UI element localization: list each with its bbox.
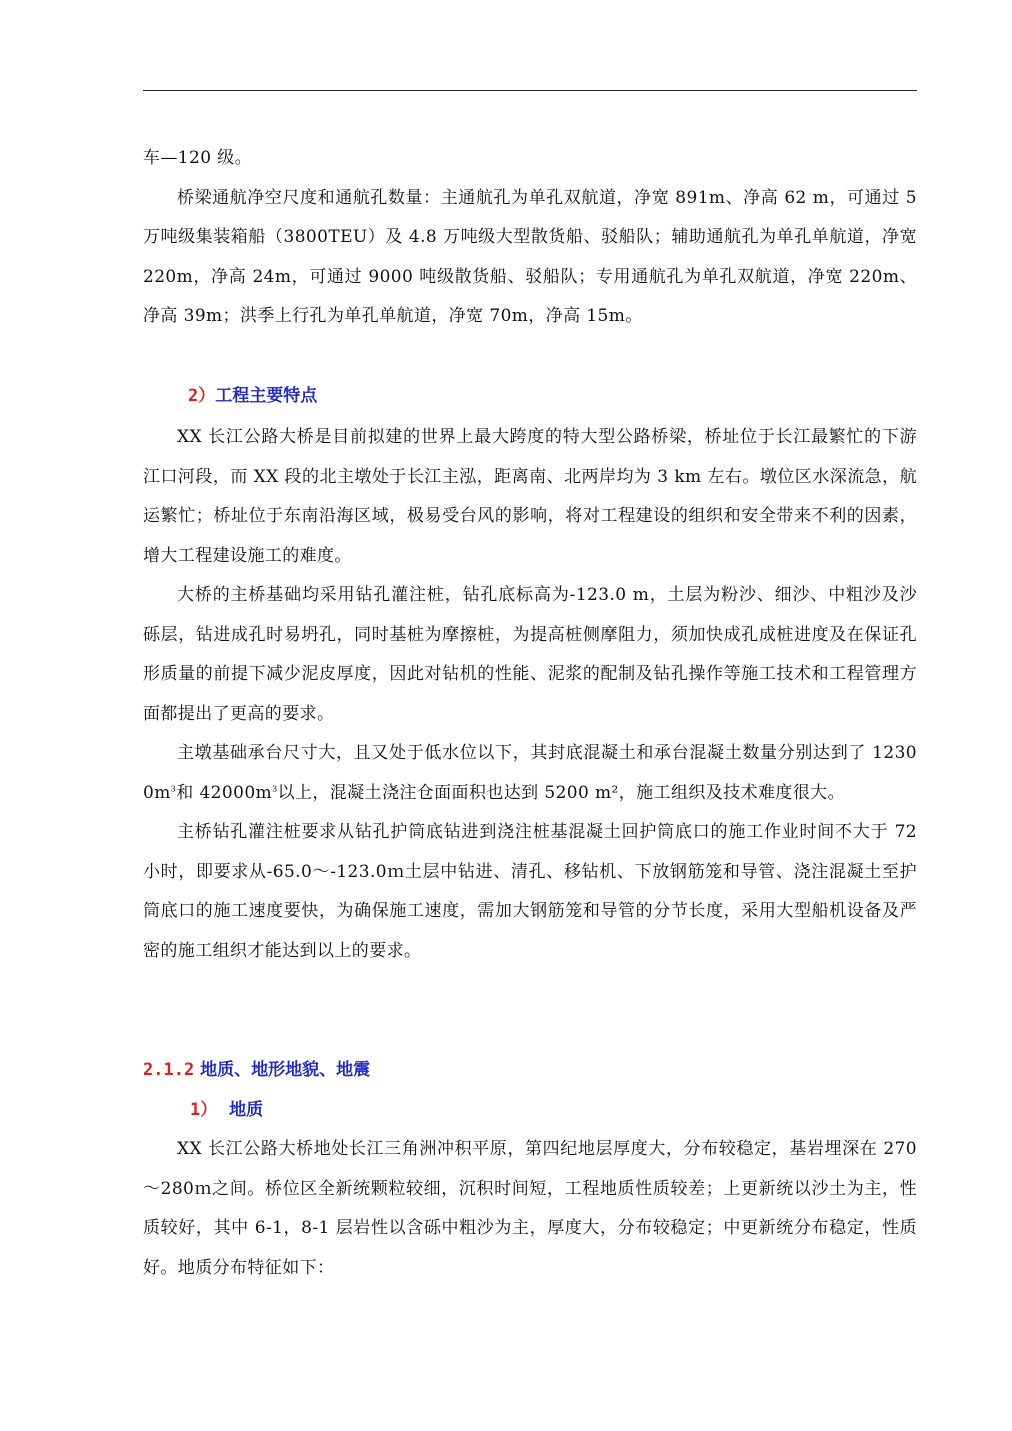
intro-block [143,139,917,337]
features-paragraph-2: 大桥的主桥基础均采用钻孔灌注桩，钻孔底标高为-123.0 m，土层为粉沙、细沙、中粗沙及沙砾层，钻进成孔时易坍孔，同时基桩为摩擦桩，为提高桩侧摩阻力，须加快成孔成桩进度及在保证孔形质量的前提下减少泥皮厚度，因此对钻机的性能、泥浆的配制及钻孔操作等施工技术和工程管理方面都提出了更高的要求。 [143,585,917,724]
section-number: 2.1.2 [143,1060,195,1080]
navigation-paragraph: 桥梁通航净空尺度和通航孔数量：主通航孔为单孔双航道，净宽 891m、净高 62 m，可通过 5 万吨级集装箱船（3800TEU）及 4.8 万吨级大型散货船、驳船队；辅助通航孔为单孔单航道，净宽 220m，净高 24m，可通过 9000 吨级散货船、驳船队；专用通航孔为单孔双航道，净宽 220m、净高 39m；洪季上行孔为单孔单航道，净宽 70m，净高 15m。 [143,187,917,326]
features-paragraph-4: 主桥钻孔灌注桩要求从钻孔护筒底钻进到浇注桩基混凝土回护筒底口的施工作业时间不大于 72 小时，即要求从-65.0～-123.0ｍ土层中钻进、清孔、移钻机、下放钢筋笼和导管、浇注混凝土至护筒底口的施工速度要快，为确保施工速度，需加大钢筋笼和导管的分节长度，采用大型船机设备及严密的施工组织才能达到以上的要求。 [143,822,917,961]
section-title: 工程主要特点 [215,386,318,406]
subsection-number: 1） [190,1100,218,1120]
features-block [143,418,917,971]
geology-block [143,1130,917,1288]
subsection-title: 地质 [229,1100,264,1120]
subsection-heading-geology [190,1095,263,1125]
geology-paragraph-1: XX 长江公路大桥地处长江三角洲冲积平原，第四纪地层厚度大，分布较稳定，基岩埋深在 270～280ｍ之间。桥位区全新统颗粒较细，沉积时间短，工程地质性质较差；上更新统以沙土为主，性质较好，其中 6-1，8-1 层岩性以含砾中粗沙为主，厚度大，分布较稳定；中更新统分布稳定，性质好。地质分布特征如下： [143,1139,917,1278]
features-paragraph-1: XX 长江公路大桥是目前拟建的世界上最大跨度的特大型公路桥梁，桥址位于长江最繁忙的下游江口河段，而 XX 段的北主墩处于长江主泓，距离南、北两岸均为 3 km 左右。墩位区水深流急，航运繁忙；桥址位于东南沿海区域，极易受台风的影响，将对工程建设的组织和安全带来不利的因素，增大工程建设施工的难度。 [143,427,917,566]
section-heading-geology [143,1055,370,1085]
features-paragraph-3: 主墩基础承台尺寸大，且又处于低水位以下，其封底混凝土和承台混凝土数量分别达到了 $12300m^3$和 $42000m^3$以上，混凝土浇注仓面面积也达到 5200 m²，施工组织及技术难度很大。 [143,743,917,803]
section-number: 2） [188,386,216,406]
section-heading-features [188,381,317,411]
intro-line: 车—120 级。 [143,148,253,168]
header-rule [143,90,917,91]
section-title: 地质、地形地貌、地震 [200,1060,371,1080]
